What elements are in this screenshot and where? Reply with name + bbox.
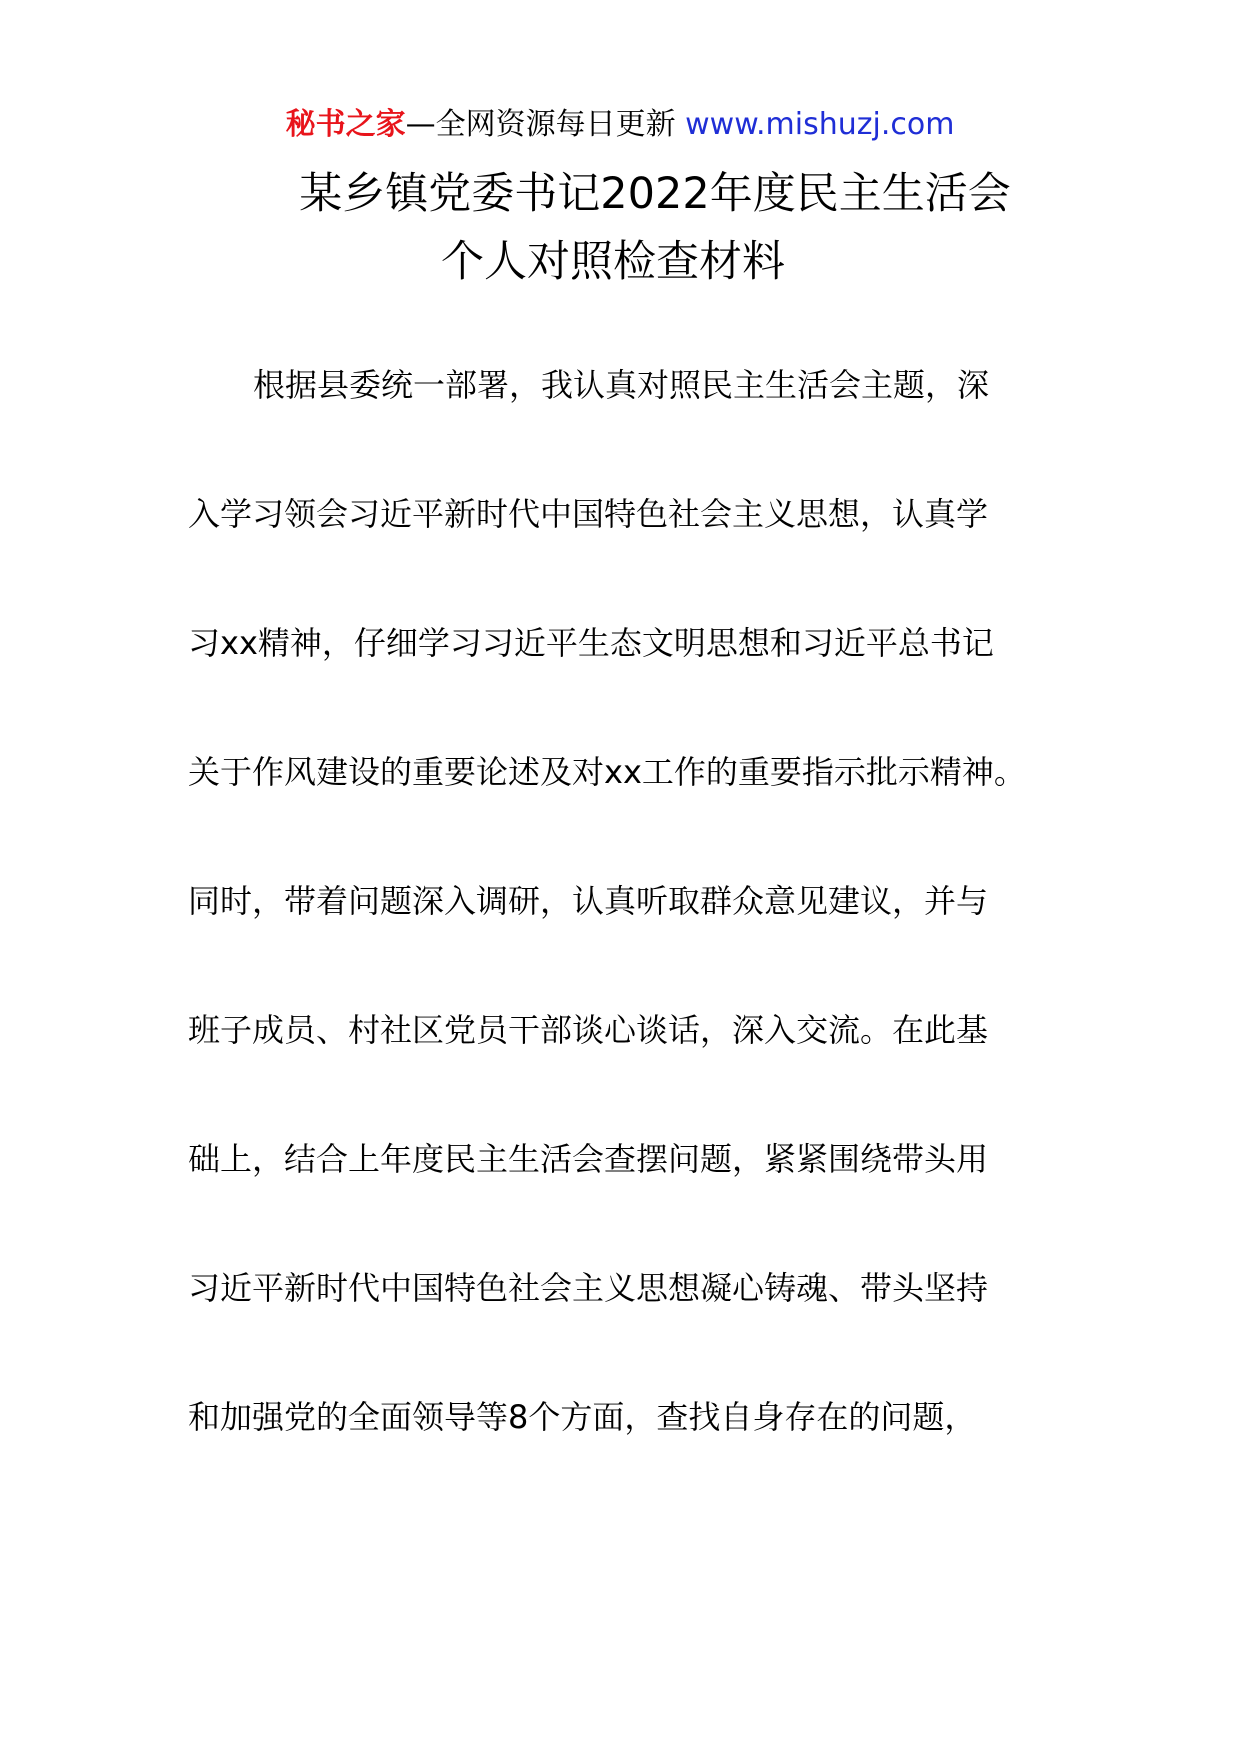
document-title-line-1: 某乡镇党委书记2022年度民主生活会 — [299, 169, 1011, 219]
body-line-8: 习近平新时代中国特色社会主义思想凝心铸魂、带头坚持 — [188, 1269, 989, 1307]
brand-name: 秘书之家 — [285, 107, 406, 142]
body-line-7: 础上，结合上年度民主生活会查摆问题，紧紧围绕带头用 — [188, 1140, 989, 1178]
body-line-5: 同时，带着问题深入调研，认真听取群众意见建议，并与 — [188, 882, 989, 920]
body-line-2: 入学习领会习近平新时代中国特色社会主义思想，认真学 — [188, 495, 989, 533]
body-line-3: 习xx精神，仔细学习习近平生态文明思想和习近平总书记 — [188, 624, 994, 662]
header-banner — [0, 103, 1240, 147]
header-tagline: —全网资源每日更新 — [405, 107, 676, 142]
document-title-line-2: 个人对照检查材料 — [441, 237, 785, 287]
body-line-6: 班子成员、村社区党员干部谈心谈话，深入交流。在此基 — [188, 1011, 989, 1049]
website-url[interactable]: www.mishuzj.com — [685, 107, 955, 142]
body-line-4: 关于作风建设的重要论述及对xx工作的重要指示批示精神。 — [188, 753, 1026, 791]
body-line-9: 和加强党的全面领导等8个方面，查找自身存在的问题， — [188, 1398, 977, 1436]
body-line-1: 根据县委统一部署，我认真对照民主生活会主题，深 — [253, 366, 990, 404]
